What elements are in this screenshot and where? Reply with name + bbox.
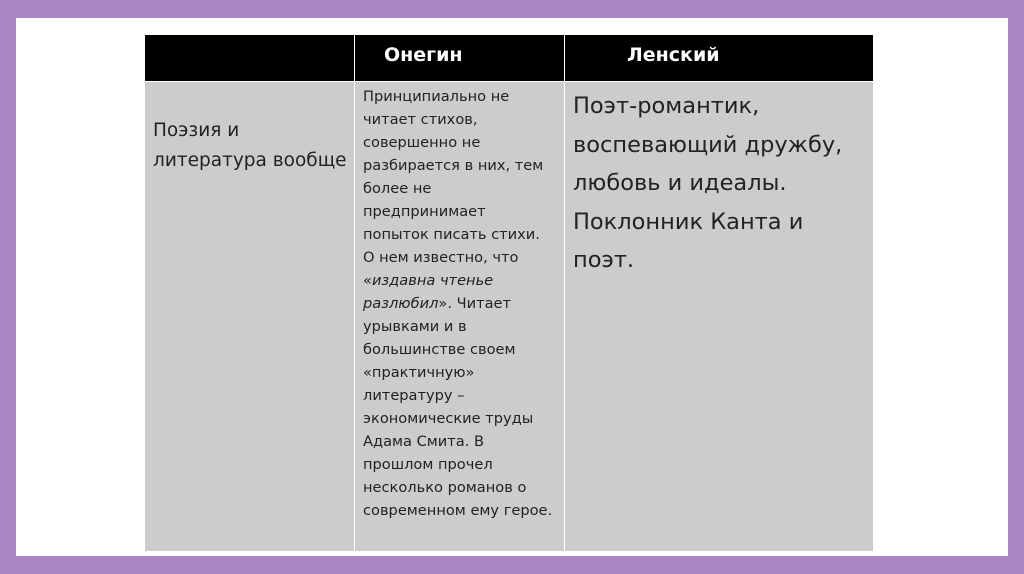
onegin-text	[355, 82, 564, 522]
onegin-quote: издавна чтенье разлюбил	[363, 272, 494, 312]
topic-cell	[145, 82, 355, 552]
lensky-cell	[565, 82, 874, 552]
header-row	[145, 35, 874, 82]
comparison-table	[144, 34, 874, 552]
header-cell-empty	[145, 35, 355, 82]
table-row	[145, 82, 874, 552]
onegin-cell	[355, 82, 565, 552]
header-cell-lensky	[565, 35, 874, 82]
header-onegin-label: Онегин	[384, 44, 463, 66]
onegin-text-after: ». Читает урывками и в большинстве своем «практичную» литературу – экономические труды Адама Смита. В прошлом прочел несколько романов о современном ему герое.	[363, 295, 553, 519]
header-cell-onegin	[355, 35, 565, 82]
onegin-text-before: Принципиально не читает стихов, совершенно не разбирается в них, тем более не предпринимает попыток писать стихи. О нем известно, что «	[363, 88, 544, 289]
lensky-text: Поэт-романтик, воспевающий дружбу, любовь и идеалы. Поклонник Канта и поэт.	[573, 93, 843, 273]
topic-text: Поэзия и литература вообще	[153, 120, 347, 171]
header-lensky-label: Ленский	[627, 44, 720, 66]
